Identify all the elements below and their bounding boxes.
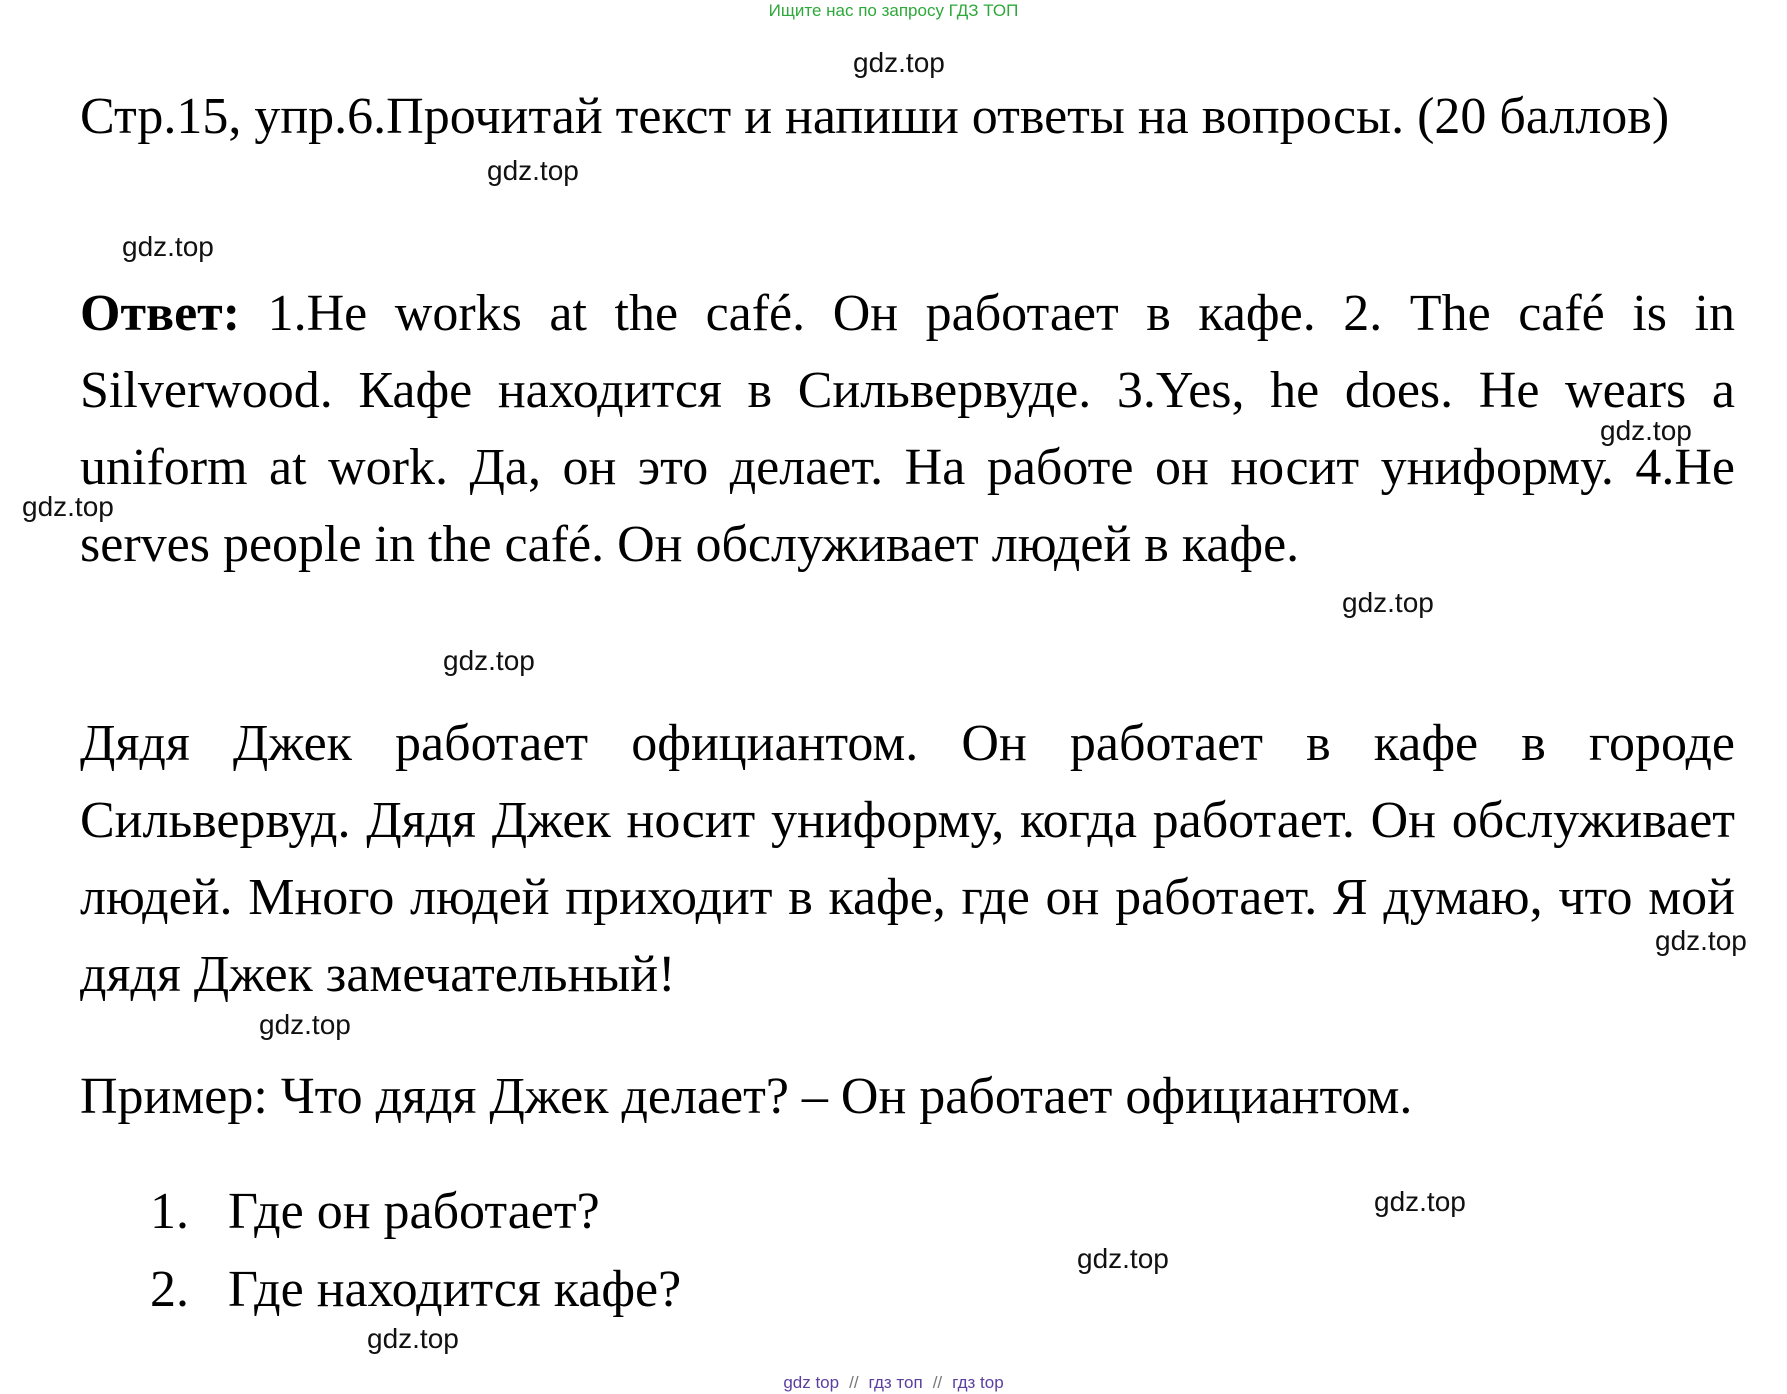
- question-number: 2.: [150, 1261, 189, 1318]
- footer-link-gdz-top[interactable]: gdz top: [783, 1373, 840, 1392]
- watermark: gdz.top: [853, 47, 945, 78]
- question-text: Где он работает?: [228, 1183, 600, 1240]
- footer-link-gdz-top-ru[interactable]: гдз топ: [868, 1373, 923, 1392]
- watermark: gdz.top: [487, 155, 579, 186]
- footer-separator: //: [932, 1373, 943, 1392]
- watermark: gdz.top: [1342, 587, 1434, 618]
- answer-block: [80, 275, 1735, 583]
- watermark: gdz.top: [1077, 1243, 1169, 1274]
- question-text: Где находится кафе?: [228, 1261, 682, 1318]
- watermark: gdz.top: [367, 1323, 459, 1354]
- footer-links: [0, 1373, 1787, 1393]
- task-title: Стр.15, упр.6.Прочитай текст и напиши ответы на вопросы. (20 баллов): [80, 88, 1670, 145]
- footer-separator: //: [849, 1373, 859, 1392]
- watermark: gdz.top: [1655, 925, 1747, 956]
- list-item: [150, 1251, 681, 1329]
- watermark: gdz.top: [1600, 415, 1692, 446]
- answer-text: 1.He works at the café. Он работает в кафе. 2. The café is in Silverwood. Кафе находится в Сильвервуде. 3.Yes, he does. He wears a uniform at work. Да, он это делает. На работе он носит униформу. 4.He serves people in the café. Он обслуживает людей в кафе.: [80, 285, 1736, 573]
- question-list: [150, 1173, 681, 1329]
- reading-text: Дядя Джек работает официантом. Он работает в кафе в городе Сильвервуд. Дядя Джек носит униформу, когда работает. Он обслуживает людей. Много людей приходит в кафе, где он работает. Я думаю, что мой дядя Джек замечательный!: [80, 715, 1735, 1003]
- answer-label: Ответ:: [80, 285, 241, 342]
- list-item: [150, 1173, 681, 1251]
- header-watermark: Ищите нас по запросу ГДЗ ТОП: [768, 1, 1019, 20]
- example-line: Пример: Что дядя Джек делает? – Он работает официантом.: [80, 1068, 1413, 1125]
- question-number: 1.: [150, 1183, 189, 1240]
- watermark: gdz.top: [443, 645, 535, 676]
- watermark: gdz.top: [259, 1009, 351, 1040]
- watermark: gdz.top: [22, 491, 114, 522]
- watermark: gdz.top: [122, 231, 214, 262]
- footer-link-gdz-top-mixed[interactable]: гдз top: [952, 1373, 1004, 1392]
- watermark: gdz.top: [1374, 1186, 1466, 1217]
